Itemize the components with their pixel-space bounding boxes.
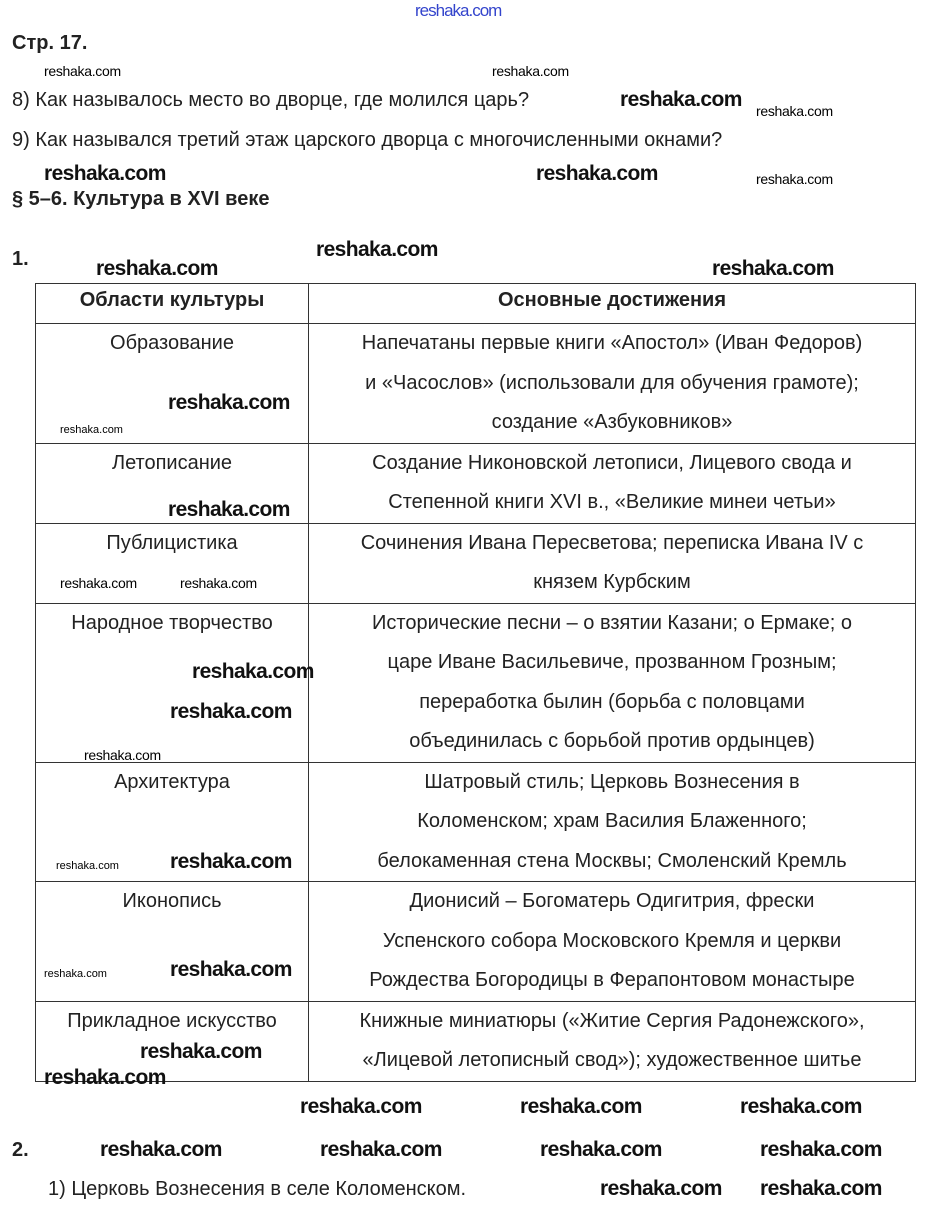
culture-area: Прикладное искусство [36,1001,309,1081]
achievement-line: Степенной книги XVI в., «Великие минеи четьи» [388,491,836,513]
achievement-line: «Лицевой летописный свод»); художественное шитье [362,1049,862,1071]
achievements [309,882,916,1002]
watermark: reshaka.com [492,63,569,79]
watermark: reshaka.com [168,498,290,521]
watermark: reshaka.com [760,1138,882,1161]
achievement-line: Рождества Богородицы в Ферапонтовом монастыре [369,969,855,991]
achievement-line: Дионисий – Богоматерь Одигитрия, фрески [409,890,815,912]
page-label: Стр. 17. [12,32,88,54]
watermark: reshaka.com [415,1,502,20]
culture-area: Публицистика [36,523,309,603]
watermark: reshaka.com [170,850,292,873]
watermark: reshaka.com [100,1138,222,1161]
watermark: reshaka.com [756,103,833,119]
culture-area: Образование [36,324,309,444]
achievement-line: переработка былин (борьба с половцами [419,690,805,713]
watermark: reshaka.com [84,747,161,763]
watermark: reshaka.com [320,1138,442,1161]
culture-area: Иконопись [36,882,309,1002]
watermark: reshaka.com [600,1177,722,1200]
watermark: reshaka.com [712,257,834,280]
achievement-line: белокаменная стена Москвы; Смоленский Кремль [377,849,847,872]
table-row [36,603,916,762]
header-areas: Области культуры [36,284,309,324]
achievements [309,443,916,523]
achievement-line: Коломенском; храм Василия Блаженного; [417,810,807,832]
watermark: reshaka.com [740,1095,862,1118]
achievements [309,762,916,882]
watermark: reshaka.com [180,575,257,591]
culture-area: Народное творчество [36,603,309,762]
watermark: reshaka.com [300,1095,422,1118]
table-row [36,324,916,444]
watermark: reshaka.com [620,88,742,111]
watermark: reshaka.com [140,1040,262,1063]
watermark: reshaka.com [536,162,658,185]
table-row [36,762,916,882]
achievement-line: Создание Никоновской летописи, Лицевого свода и [372,451,852,474]
task-1-number: 1. [12,248,29,270]
watermark: reshaka.com [44,1066,166,1089]
question-9: 9) Как назывался третий этаж царского дворца с многочисленными окнами? [12,129,723,151]
watermark: reshaka.com [60,424,123,436]
culture-area: Архитектура [36,762,309,882]
watermark: reshaka.com [44,63,121,79]
watermark: reshaka.com [96,257,218,280]
achievements [309,324,916,444]
question-8: 8) Как называлось место во дворце, где молился царь? [12,89,530,111]
watermark: reshaka.com [316,238,438,261]
achievement-line: и «Часослов» (использовали для обучения грамоте); [365,371,859,394]
table-row [36,882,916,1002]
table-header-row [36,284,916,324]
achievement-line: Книжные миниатюры («Житие Сергия Радонежского», [359,1009,865,1032]
achievement-line: Напечатаны первые книги «Апостол» (Иван Федоров) [361,332,863,354]
watermark: reshaka.com [170,700,292,723]
achievement-line: князем Курбским [533,571,691,593]
achievement-line: Сочинения Ивана Пересветова; переписка Ивана IV с [360,531,864,554]
watermark: reshaka.com [60,575,137,591]
task-2-answer-1: 1) Церковь Вознесения в селе Коломенском. [48,1178,467,1200]
achievements [309,1001,916,1081]
achievements [309,603,916,762]
watermark: reshaka.com [168,391,290,414]
watermark: reshaka.com [540,1138,662,1161]
task-2-number: 2. [12,1139,29,1161]
watermark: reshaka.com [756,171,833,187]
watermark: reshaka.com [44,968,107,980]
header-achievements: Основные достижения [309,284,916,324]
watermark: reshaka.com [760,1177,882,1200]
section-title: § 5–6. Культура в XVI веке [12,188,270,210]
table-body [36,324,916,1082]
culture-area: Летописание [36,443,309,523]
watermark: reshaka.com [520,1095,642,1118]
achievements [309,523,916,603]
watermark: reshaka.com [192,660,314,683]
achievement-line: Исторические песни – о взятии Казани; о Ермаке; о [372,611,852,634]
achievement-line: царе Иване Васильевиче, прозванном Грозным; [387,651,837,673]
achievement-line: Шатровый стиль; Церковь Вознесения в [424,770,800,793]
watermark: reshaka.com [170,958,292,981]
achievement-line: объединилась с борьбой против ордынцев) [409,730,815,752]
watermark: reshaka.com [56,860,119,872]
achievement-line: Успенского собора Московского Кремля и церкви [382,929,842,952]
achievement-line: создание «Азбуковников» [491,411,733,433]
table-row [36,523,916,603]
watermark: reshaka.com [44,162,166,185]
